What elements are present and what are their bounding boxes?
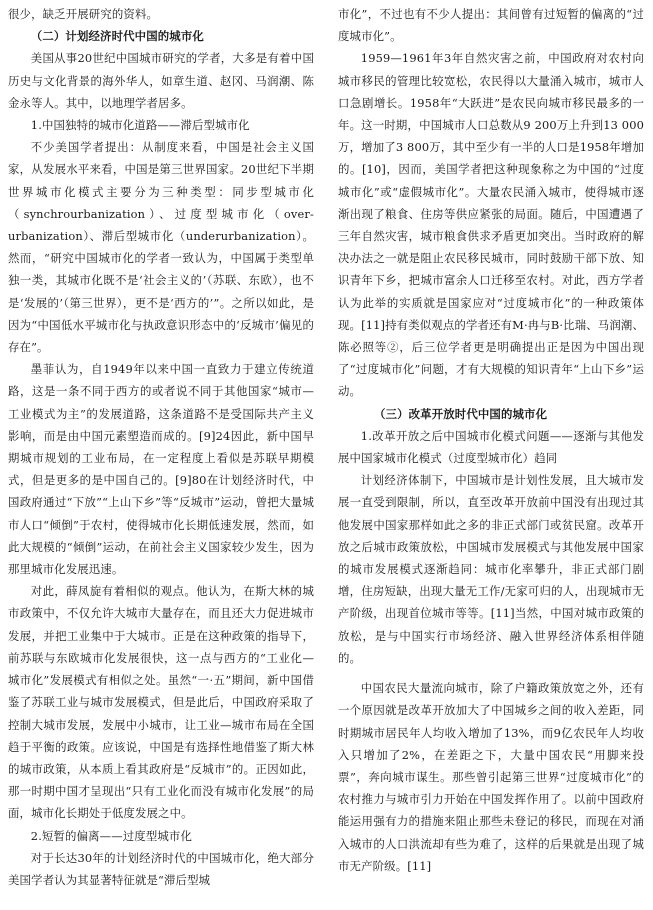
paragraph: 中国农民大量流向城市，除了户籍政策放宽之外，还有一个原因就是改革开放加大了中国城乡之间的收入差距，同时期城市居民年人均收入增加了13%，而9亿农民年人均收入只增加了2%，在差距之下，大量中国农民“用脚来投票”，奔向城市谋生。那些曾引起第三世界“过度城市化”的农村推力与城市引力开始在中国发挥作用了。以前中国政府能运用强有力的措施来阻止那些未登记的移民，而现在对涌入城市的人口洪流却有些为难了，这样的后果就是出现了城市无产阶级。[11]: [338, 681, 644, 873]
subsection-heading-overurbanization: 2.短暂的偏离——过度型城市化: [30, 828, 192, 843]
section-heading-planned-economy: （二）计划经济时代中国的城市化: [30, 29, 204, 44]
paragraph: 不少美国学者提出：从制度来看，中国是社会主义国家，从发展水平来看，中国是第三世界国家。20世纪下半期世界城市化模式主要分为三种类型：同步型城市化（synchrourbanization）、过度型城市化（over-urbanization）、滞后型城市化（underurbanization）。然而，“研究中国城市化的学者一致认为，中国属于类型单独一类，其城市化既不是‘社会主义的’（苏联、东欧），也不是‘发展的’（第三世界），更不是‘西方的’”。之所以如此，是因为“中国低水平城市化与执政意识形态中的‘反城市’偏见的存在”。: [8, 140, 314, 355]
section-heading-reform-era: （三）改革开放时代中国的城市化: [374, 406, 548, 421]
left-column: [8, 3, 314, 891]
paragraph-continued: 市化”，不过也有不少人提出：其间曾有过短暂的偏离的“过度城市化”。: [338, 7, 644, 44]
paragraph: 计划经济体制下，中国城市是计划性发展，且大城市发展一直受到限制，所以，直至改革开放前中国没有出现过其他发展中国家那样如此之多的非正式部门或贫民窟。改革开放之后城市政策放松，中国城市发展模式与其他发展中国家的城市发展模式逐渐趋同：城市化率攀升，非正式部门剧增，住房短缺，出现大量无工作/无家可归的人，出现城市无产阶级，出现首位城市等等。[11]当然，中国对城市政策的放松，是与中国实行市场经济、融入世界经济体系相伴随的。: [338, 473, 644, 665]
subsection-heading-underurbanization: 1.中国独特的城市化道路——滞后型城市化: [30, 118, 250, 133]
right-column: [338, 3, 644, 877]
paragraph: 墨菲认为，自1949年以来中国一直致力于建立传统道路，这是一条不同于西方的或者说不同于其他国家“城市—工业模式为主”的发展道路，这条道路不是受国际共产主义影响，而是由中国元素塑造而成的。[9]24因此，新中国早期城市规划的工业布局，在一定程度上看似是苏联早期模式，但是更多的是中国自己的。[9]80在计划经济时代，中国政府通过“下放”“上山下乡”等“反城市”运动，曾把大量城市人口“倾倒”于农村，使得城市化长期低速发展，然而，如此大规模的“倾倒”运动，在前社会主义国家较少发生，因为那里城市化发展迅速。: [8, 362, 314, 577]
paragraph: 对于长达30年的计划经济时代的中国城市化，绝大部分美国学者认为其显著特征就是“滞后型城: [8, 850, 314, 887]
paragraph-gap: [338, 669, 644, 677]
paragraph: 1959—1961年3年自然灾害之前，中国政府对农村向城市移民的管理比较宽松，农民得以大量涌入城市，城市人口急剧增长。1958年“大跃进”是农民向城市移民最多的一年。这一时期，中国城市人口总数从9 200万上升到13 000万，增加了3 800万，其中至少有一半的人口是1958年增加的。[10]，因而，美国学者把这种现象称之为中国的“过度城市化”或“虚假城市化”。大量农民涌入城市，使得城市逐渐出现了粮食、住房等供应紧张的局面。随后，中国遭遇了三年自然灾害，城市粮食供求矛盾更加突出。当时政府的解决办法之一就是阻止农民移民城市，同时鼓励干部下放、知识青年下乡，把城市富余人口迁移至农村。对此，西方学者认为此举的实质就是国家应对“过度城市化”的一种政策体现。[11]持有类似观点的学者还有M·冉与B·比瑞、马润潮、陈必照等②，后三位学者更是明确提出正是因为中国出现了“过度城市化”问题，才有大规模的知识青年“上山下乡”运动。: [338, 51, 644, 399]
paragraph-continued: 很少，缺乏开展研究的资料。: [8, 7, 159, 21]
paragraph: 美国从事20世纪中国城市研究的学者，大多是有着中国历史与文化背景的海外华人，如章生道、赵冈、马润潮、陈金永等人。其中，以地理学者居多。: [8, 51, 314, 110]
subsection-heading-convergence: 1.改革开放之后中国城市化模式问题——逐渐与其他发展中国家城市化模式（过度型城市化）趋同: [338, 428, 644, 466]
paragraph: 对此，薛凤旋有着相似的观点。他认为，在斯大林的城市政策中，不仅允许大城市大量存在，而且还大力促进城市发展，并把工业集中于大城市。正是在这种政策的指导下，前苏联与东欧城市化发展很快，这一点与西方的“工业化—城市化”发展模式有相似之处。虽然“一·五”期间，新中国借鉴了苏联工业与城市发展模式，但是此后，中国政府采取了控制大城市发展，发展中小城市，让工业—城市布局在全国趋于平衡的政策。应该说，中国是有选择性地借鉴了斯大林的城市政策，从本质上看其政府是“反城市”的。正因如此，那一时期中国才呈现出“只有工业化而没有城市化发展”的局面，城市化长期处于低度发展之中。: [8, 584, 314, 821]
